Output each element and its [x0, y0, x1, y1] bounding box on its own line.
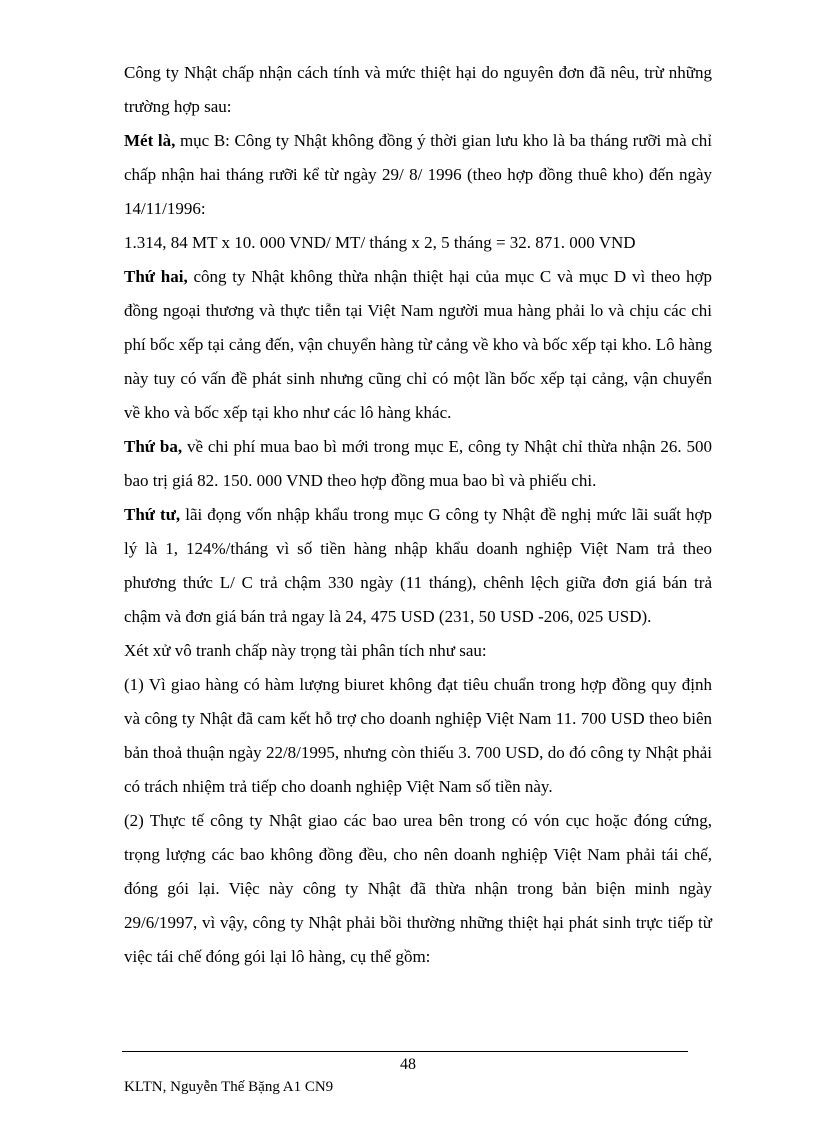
paragraph-text: Xét xử vô tranh chấp này trọng tài phân tích như sau: — [124, 641, 487, 660]
document-body — [124, 56, 712, 974]
footer-note: KLTN, Nguyễn Thế Bặng A1 CN9 — [124, 1079, 334, 1095]
paragraph-text: công ty Nhật không thừa nhận thiệt hại của mục C và mục D vì theo hợp đồng ngoại thương và thực tiễn tại Việt Nam người mua hàng phải lo và chịu các chi phí bốc xếp tại cảng đến, vận chuyển hàng từ cảng về kho và bốc xếp tại kho. Lô hàng này tuy có vấn đề phát sinh nhưng cũng chỉ có một lần bốc xếp tại cảng, vận chuyển về kho và bốc xếp tại kho như các lô hàng khác. — [124, 267, 712, 422]
paragraph-text: lãi đọng vốn nhập khẩu trong mục G công ty Nhật đề nghị mức lãi suất hợp lý là 1, 124%/tháng vì số tiền hàng nhập khẩu doanh nghiệp Việt Nam trả theo phương thức L/ C trả chậm 330 ngày (11 tháng), chênh lệch giữa đơn giá bán trả chậm và đơn giá bán trả ngay là 24, 475 USD (231, 50 USD -206, 025 USD). — [124, 505, 713, 626]
paragraph-arbitration-intro — [124, 634, 712, 668]
paragraph-point-4 — [124, 498, 712, 634]
paragraph-finding-1 — [124, 668, 712, 804]
paragraph-lead: Thứ tư, — [124, 505, 181, 524]
paragraph-text: mục B: Công ty Nhật không đồng ý thời gian lưu kho là ba tháng rưỡi mà chỉ chấp nhận hai tháng rưỡi kể từ ngày 29/ 8/ 1996 (theo hợp đồng thuê kho) đến ngày 14/11/1996: — [124, 131, 712, 218]
footer-divider — [122, 1051, 688, 1052]
page-number: 48 — [400, 1056, 416, 1073]
paragraph-point-2 — [124, 260, 712, 430]
paragraph-text: 1.314, 84 MT x 10. 000 VND/ MT/ tháng x 2, 5 tháng = 32. 871. 000 VND — [124, 233, 636, 252]
paragraph-text: (1) Vì giao hàng có hàm lượng biuret không đạt tiêu chuẩn trong hợp đồng quy định và công ty Nhật đã cam kết hỗ trợ cho doanh nghiệp Việt Nam 11. 700 USD theo biên bản thoả thuận ngày 22/8/1995, nhưng còn thiếu 3. 700 USD, do đó công ty Nhật phải có trách nhiệm trả tiếp cho doanh nghiệp Việt Nam số tiền này. — [124, 675, 712, 796]
paragraph-finding-2 — [124, 804, 712, 974]
paragraph-intro — [124, 56, 712, 124]
paragraph-point-3 — [124, 430, 712, 498]
paragraph-lead: Mét là, — [124, 131, 176, 150]
paragraph-text: Công ty Nhật chấp nhận cách tính và mức thiệt hại do nguyên đơn đã nêu, trừ những trường hợp sau: — [124, 63, 712, 116]
paragraph-text: (2) Thực tế công ty Nhật giao các bao urea bên trong có vón cục hoặc đóng cứng, trọng lượng các bao không đồng đều, cho nên doanh nghiệp Việt Nam phải tái chế, đóng gói lại. Việc này công ty Nhật đã thừa nhận trong bản biện minh ngày 29/6/1997, vì vậy, công ty Nhật phải bồi thường những thiệt hại phát sinh trực tiếp từ việc tái chế đóng gói lại lô hàng, cụ thể gồm: — [124, 811, 712, 966]
paragraph-text: về chi phí mua bao bì mới trong mục E, công ty Nhật chỉ thừa nhận 26. 500 bao trị giá 82. 150. 000 VND theo hợp đồng mua bao bì và phiếu chi. — [124, 437, 712, 490]
paragraph-point-1 — [124, 124, 712, 226]
paragraph-calculation — [124, 226, 712, 260]
paragraph-lead: Thứ ba, — [124, 437, 183, 456]
paragraph-lead: Thứ hai, — [124, 267, 188, 286]
